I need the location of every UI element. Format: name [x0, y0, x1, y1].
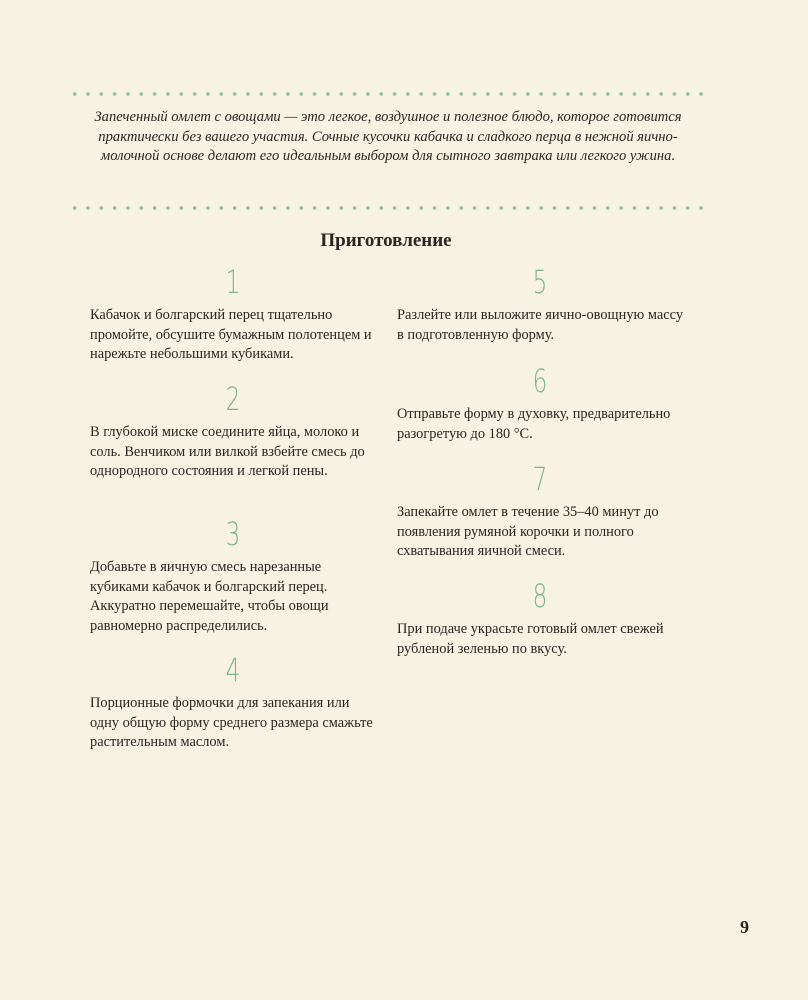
- step-text: Разлейте или выложите яично-овощную массу в подготовленную форму.: [397, 307, 684, 343]
- step-number: 8: [532, 577, 548, 615]
- step-text: Отправьте форму в духовку, предварительно разогретую до 180 °С.: [397, 406, 671, 442]
- step-text: Кабачок и болгарский перец тщательно промойте, обсушите бумажным полотенцем и нарежьте небольшими кубиками.: [90, 307, 372, 362]
- step-number: 7: [532, 460, 548, 498]
- dotted-divider-top: [68, 91, 708, 97]
- step-text: Добавьте в яичную смесь нарезанные кубиками кабачок и болгарский перец. Аккуратно перемешайте, чтобы овощи равномерно распределились.: [90, 559, 329, 634]
- step-text: При подаче украсьте готовый омлет свежей рубленой зеленью по вкусу.: [397, 621, 664, 657]
- dotted-divider-bottom: [68, 205, 708, 211]
- step-number: 2: [225, 380, 241, 418]
- intro-text: Запеченный омлет с овощами — это легкое, воздушное и полезное блюдо, которое готовится практически без вашего участия. Сочные кусочки кабачка и сладкого перца в нежной яично-молочной основе делают его идеальным выбором для сытного завтрака или легкого ужина.: [94, 109, 682, 164]
- step-text: В глубокой миске соедините яйца, молоко и соль. Венчиком или вилкой взбейте смесь до однородного состояния и легкой пены.: [90, 424, 365, 479]
- step-text: Запекайте омлет в течение 35–40 минут до появления румяной корочки и полного схватывания яичной смеси.: [397, 504, 659, 559]
- step-number: 5: [532, 263, 548, 301]
- step-number: 3: [225, 515, 241, 553]
- section-title: Приготовление: [320, 230, 452, 251]
- step-number: 1: [225, 263, 241, 301]
- step-number: 6: [532, 362, 548, 400]
- step-number: 4: [225, 651, 241, 689]
- step-text: Порционные формочки для запекания или одну общую форму среднего размера смажьте растительным маслом.: [90, 695, 373, 750]
- page-number: 9: [740, 917, 749, 937]
